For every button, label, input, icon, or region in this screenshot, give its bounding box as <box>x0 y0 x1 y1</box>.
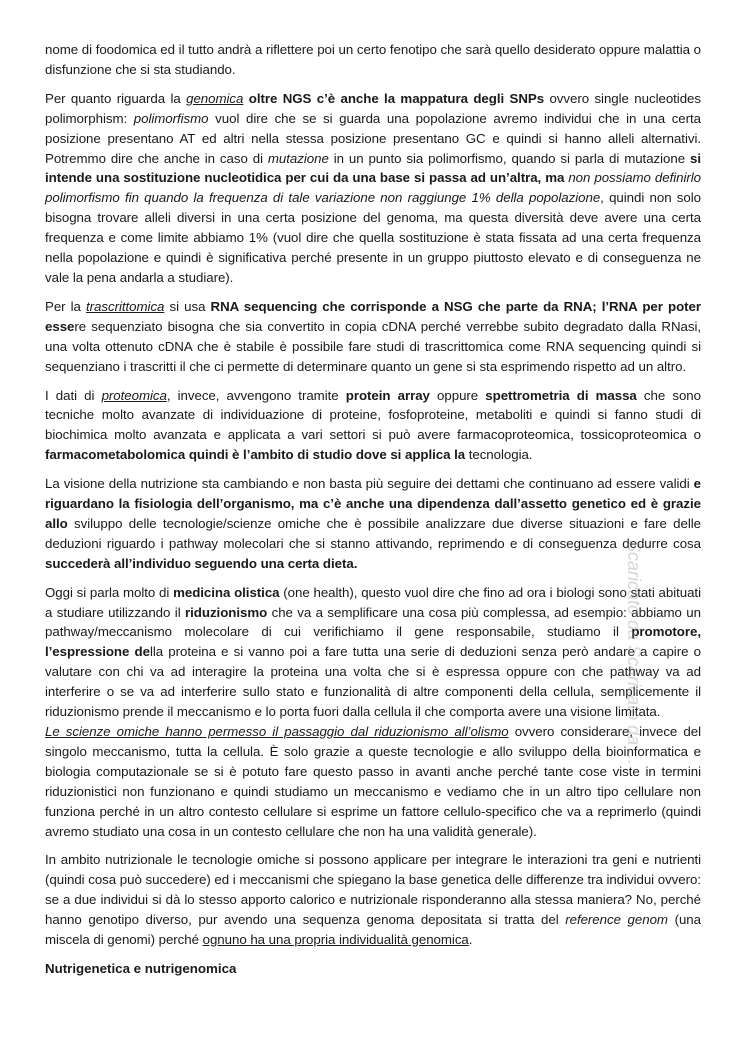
text-run: tecnologia. <box>465 447 533 463</box>
term-riduzionismo: riduzionismo <box>185 604 268 620</box>
watermark-text: Scaricato da Scaricato da ... <box>624 540 644 766</box>
text-run: oppure <box>429 387 486 403</box>
paragraph-nutrizione <box>45 474 701 574</box>
text-run-italic: non possiamo definirlo polimorfismo fin quando la frequenza di tale variazione non raggiunge 1% della popolazione <box>45 170 701 206</box>
text-run-bold: si intende una sostituzione nucleotidica per cui da una base si passa ad un’altra, ma <box>45 150 701 186</box>
text-run: (one health), questo vuol dire che fino ad ora i biologi sono stati abituati a studiare utilizzando il <box>45 584 701 620</box>
text-run: nome di foodomica ed il tutto andrà a riflettere poi un certo fenotipo che sarà quello desiderato oppure malattia o disfunzione che si sta studiando. <box>45 42 701 77</box>
term-medicina-olistica: medicina olistica <box>173 584 280 600</box>
text-run-bold: oltre NGS c’è anche la mappatura degli SNPs <box>243 90 545 106</box>
term-mutazione: mutazione <box>267 150 329 166</box>
text-run: La visione della nutrizione sta cambiando e non basta più seguire dei dettami che continuano ad essere validi <box>45 476 694 492</box>
text-run: ovvero considerare, invece del singolo meccanismo, tutta la cellula. È solo grazie a queste tecnologie e allo sviluppo della bioinformatica e biologia computazionale se si è potuto fare questo passo in avanti anche perché tante cose viste in termini riduzionistici non funzionano e quindi studiamo un meccanismo e vediamo che in un altro tipo cellulare non funziona perché in un altro contesto cellulare si esprime un fattore cellulo-specifico che va a reprimerlo (quindi avremo studiato una cosa in un contesto cellulare che non ha una validità generale). <box>45 724 701 839</box>
paragraph-foodomica <box>45 40 701 80</box>
term-polimorfismo: polimorfismo <box>133 110 209 126</box>
text-run: , invece, avvengono tramite <box>166 387 346 403</box>
paragraph-trascrittomica <box>45 297 701 377</box>
text-run: vuol dire che se si guarda una popolazione avremo individui che in una certa posizione presentano AT ed altri nella stessa posizione presentano GC e quindi si hanno alleli alternativi. Potremmo dire che anche in caso di <box>45 110 701 166</box>
text-run: in un punto sia polimorfismo, quando si parla di mutazione <box>328 150 690 166</box>
term-protein-array: protein array <box>345 387 430 403</box>
section-heading: Nutrigenetica e nutrigenomica <box>45 960 237 976</box>
text-run-bold: e riguardano la fisiologia dell’organismo, ma c’è anche una dipendenza dall’assetto genetico ed è grazie allo <box>45 476 701 531</box>
paragraph-ambito-nutrizionale <box>45 850 701 950</box>
text-run-bold: RNA sequencing che corrisponde a NSG che parte da RNA; l’RNA per poter esse <box>45 298 701 334</box>
document-page <box>45 40 701 979</box>
text-run: che sono tecniche molto avanzate di individuazione di proteine, fosfoproteine, metaboliti e quindi si fanno studi di biochimica molto avanzata e applicata a vari settori si può avere farmacoproteomica, tossicoproteomica o <box>45 387 701 443</box>
text-run: che va a semplificare una cosa più complessa, ad esempio: abbiamo un pathway/meccanismo molecolare di cui verifichiamo il gene responsabile, studiamo il <box>45 604 701 640</box>
text-run: In ambito nutrizionale le tecnologie omiche si possono applicare per integrare le interazioni tra geni e nutrienti (quindi cosa può succedere) ed i meccanismi che spiegano la base genetica delle differenze tra individui ovvero: se a due individui si dà lo stesso apporto calorico e nutrizionale risponderanno alla stessa maniera? No, perché hanno genotipo diverso, pur avendo una sequenza genoma depositata si tratta del <box>45 852 701 928</box>
text-run: I dati di <box>45 387 102 403</box>
text-run: , quindi non solo bisogna trovare alleli diversi in una certa posizione del genoma, ma questa diversità deve avere una certa frequenza e come limite abbiamo 1% (vuol dire che quella sostituzione è stata fissata ad una certa frequenza nella popolazione e quindi è significativa perché presente in un gruppo piuttosto elevato e di conseguenza ne vale la pena andarla a studiare). <box>45 190 701 285</box>
term-trascrittomica: trascrittomica <box>86 298 165 314</box>
term-proteomica: proteomica <box>101 387 167 403</box>
paragraph-medicina-olistica <box>45 583 701 722</box>
term-spettrometria: spettrometria di massa <box>485 387 637 403</box>
text-run-bold: farmacometabolomica quindi è l’ambito di studio dove si applica la <box>45 447 466 463</box>
text-run: re sequenziato bisogna che sia convertito in copia cDNA perché verrebbe subito degradato dalla RNasi, una volta ottenuto cDNA che è stabile è possibile fare studi di trascrittomica come RNA sequencing quindi si sequenziano i trascritti il che ci permette di determinare quanto un gene si sta esprimendo rispetto ad un altro. <box>45 318 701 374</box>
text-run: si usa <box>164 298 211 314</box>
text-run: . <box>468 932 473 948</box>
text-run-bold: promotore, l’espressione de <box>45 624 701 660</box>
text-run: (una miscela di genomi) perché <box>45 912 701 948</box>
text-run: lla proteina e si vanno poi a fare tutta una serie di deduzioni senza però andare a capire o valutare con chi va ad interagire la proteina una volta che si è espressa oppure con che pathway va ad interferire o se va ad interferire sullo stato e funzionalità di altre componenti della cellula, semplicemente il riduzionismo prende il meccanismo e lo porta fuori dalla cellula il che comporta avere una visione limitata. <box>45 644 701 720</box>
text-run: sviluppo delle tecnologie/scienze omiche che è possibile analizzare due diverse situazioni e fare delle deduzioni riguardo i pathway molecolari che si stanno attivando, reprimendo e di conseguenza dedurre cosa <box>45 515 701 551</box>
text-run: Oggi si parla molto di <box>45 584 174 600</box>
text-run-italic-underlined: Le scienze omiche hanno permesso il passaggio dal riduzionismo all’olismo <box>45 724 509 739</box>
text-run-underlined: ognuno ha una propria individualità genomica <box>202 932 469 948</box>
text-run: Per quanto riguarda la <box>45 90 187 106</box>
text-run-bold: succederà all’individuo seguendo una certa dieta. <box>45 555 358 571</box>
watermark <box>622 540 652 910</box>
text-run: Per la <box>45 298 87 314</box>
term-reference-genom: reference genom <box>565 912 668 928</box>
term-genomica: genomica <box>186 90 244 106</box>
paragraph-genomica <box>45 89 701 288</box>
text-run: ovvero single nucleotides polimorphism: <box>45 90 701 126</box>
paragraph-scienze-omiche <box>45 722 701 841</box>
paragraph-proteomica <box>45 386 701 466</box>
